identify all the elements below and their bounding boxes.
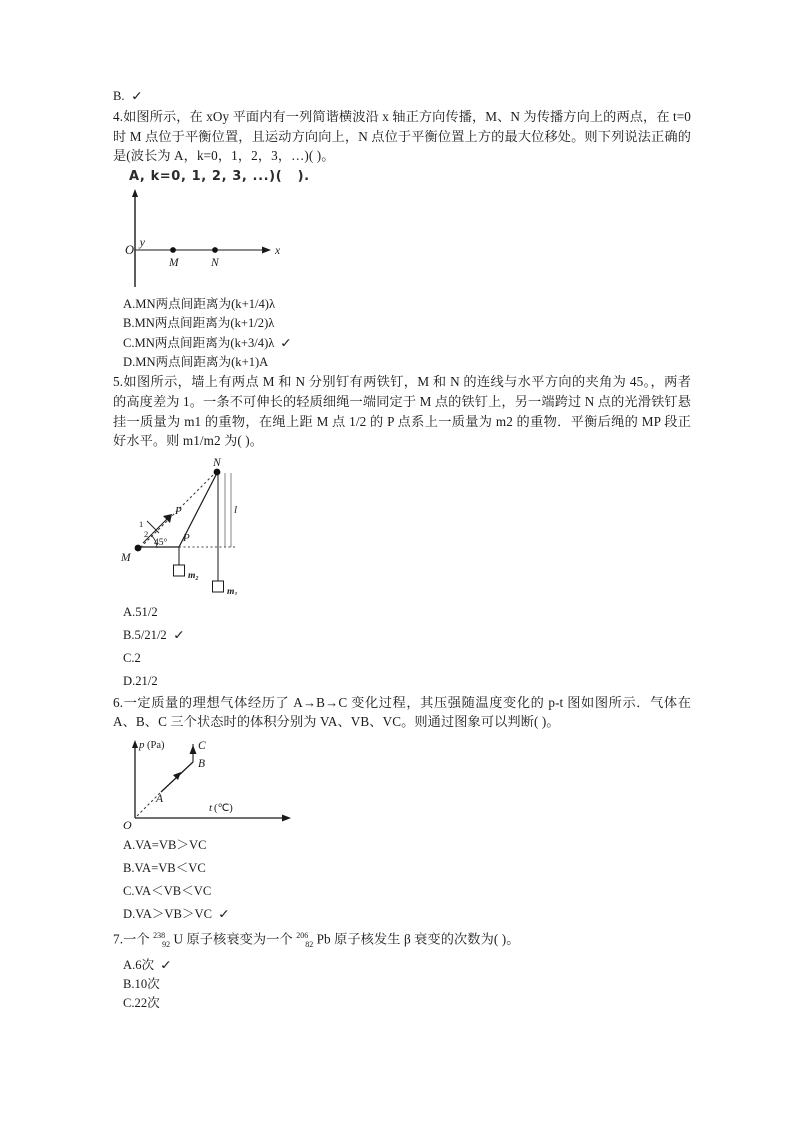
question-5-figure [113,455,691,595]
check-mark-icon: ✓ [129,88,144,104]
svg-text:B: B [198,757,206,770]
question-6-option-c[interactable] [113,880,691,903]
document-content [113,88,691,1014]
question-4-option-d[interactable] [113,353,691,372]
svg-text:O: O [123,817,132,832]
option-label: B.MN两点间距离为(k+1/2)λ [123,316,275,331]
rope-pulley-wall-diagram [113,455,413,595]
option-label: D.VA＞VB＞VC [123,906,212,921]
svg-text:l: l [234,503,238,516]
question-5-stem: 5.如图所示，墙上有两点 M 和 N 分别钉有两铁钉，M 和 N 的连线与水平方向的夹角为 45。，两者的高度差为 1。一条不可伸长的轻质细绳一端同定于 M 点的铁钉上，另一端跨过 N 点的光滑铁钉悬挂一质量为 m1 的重物，在绳上距 M 点 1/2 的 P 点系上一质量为 m2 的重物．平衡后绳的 MP 段正好水平。则 m1/m2 为( )。 [113,374,691,449]
question-6-figure [113,736,691,832]
isotope-1-atomic-number: 92 [162,940,171,949]
svg-text:m₂: m₂ [188,570,199,581]
question-4-option-c[interactable] [113,334,691,353]
previous-answer-line [113,88,691,105]
question-7-option-c[interactable] [113,994,691,1013]
isotope-2-mass-number: 206 [296,930,309,940]
svg-text:p: p [139,738,145,751]
question-4-stem: 4.如图所示，在 xOy 平面内有一列简谐横波沿 x 轴正方向传播，M、N 为传播方向上的两点，在 t=0 时 M 点位于平衡位置，且运动方向向上，N 点位于平衡位置上方的最大位移处。则下列说法正确的是(波长为 A，k=0，1，2，3，…)( )。 [113,109,691,164]
question-6-stem: 6.一定质量的理想气体经历了 A→B→C 变化过程，其压强随温度变化的 p-t 图如图所示．气体在 A、B、C 三个状态时的体积分别为 VA、VB、VC。则通过图象可以判断( )。 [113,694,691,730]
option-label: A.MN两点间距离为(k+1/4)λ [123,296,276,311]
check-mark-icon: ✓ [159,957,173,972]
question-4-stray-note: A, k=0, 1, 2, 3, ...)( ). [129,168,310,184]
question-7-option-b[interactable] [113,975,691,994]
svg-text:m₁: m₁ [227,586,238,595]
isotope-2-atomic-number: 82 [305,940,314,949]
svg-text:45°: 45° [154,537,168,548]
isotope-1-mass-number: 238 [153,930,166,940]
option-label: C.VA＜VB＜VC [123,883,212,898]
svg-text:O: O [125,242,135,257]
pressure-temperature-graph [113,736,413,832]
check-mark-icon: ✓ [279,335,294,350]
previous-answer-label: B. [113,89,125,103]
question-4-option-b[interactable] [113,314,691,333]
svg-text:P: P [175,504,182,517]
option-label: C.22次 [123,996,160,1011]
question-6-option-d[interactable] [113,903,691,926]
question-6-option-a[interactable] [113,834,691,857]
svg-text:A: A [156,792,164,805]
question-5-option-b[interactable] [113,624,691,647]
question-7-prefix: 7.一个 [113,931,154,947]
check-mark-icon: ✓ [217,906,231,922]
svg-text:t: t [209,801,213,814]
svg-text:M: M [169,256,179,269]
option-label: B.10次 [123,977,160,991]
question-5-option-c[interactable] [113,647,691,670]
question-4-figure [113,187,691,291]
option-label: A.6次 [123,957,155,972]
option-label: C.2 [123,650,141,665]
svg-text:P: P [183,531,190,544]
svg-text:y: y [139,234,145,249]
option-label: A.51/2 [123,604,158,619]
isotope-1-symbol-text: U 原子核衰变为一个 [170,931,297,947]
svg-text:(℃): (℃) [214,802,233,814]
svg-text:C: C [198,739,206,752]
svg-text:(Pa): (Pa) [147,739,165,751]
question-7-stem [113,926,691,955]
xy-axes-with-M-N-points [113,187,413,291]
svg-text:x: x [275,244,281,257]
check-mark-icon: ✓ [171,627,186,643]
question-7-option-a[interactable] [113,956,691,975]
svg-text:1: 1 [139,518,144,529]
option-label: D.MN两点间距离为(k+1)A [123,355,269,369]
isotope-2-symbol-text: Pb 原子核发生 β 衰变的次数为( )。 [313,931,520,947]
svg-text:2: 2 [144,528,149,539]
svg-text:N: N [213,456,221,469]
svg-text:N: N [211,256,219,269]
option-label: A.VA=VB＞VC [123,837,207,852]
question-5-option-a[interactable] [113,601,691,624]
option-label: B.VA=VB＜VC [123,860,206,875]
question-4-option-a[interactable] [113,295,691,314]
question-6-option-b[interactable] [113,857,691,880]
option-label: D.21/2 [123,673,158,688]
question-5-option-d[interactable] [113,670,691,693]
option-label: B.5/21/2 [123,627,167,642]
svg-text:M: M [121,551,131,564]
option-label: C.MN两点间距离为(k+3/4)λ [123,335,275,350]
